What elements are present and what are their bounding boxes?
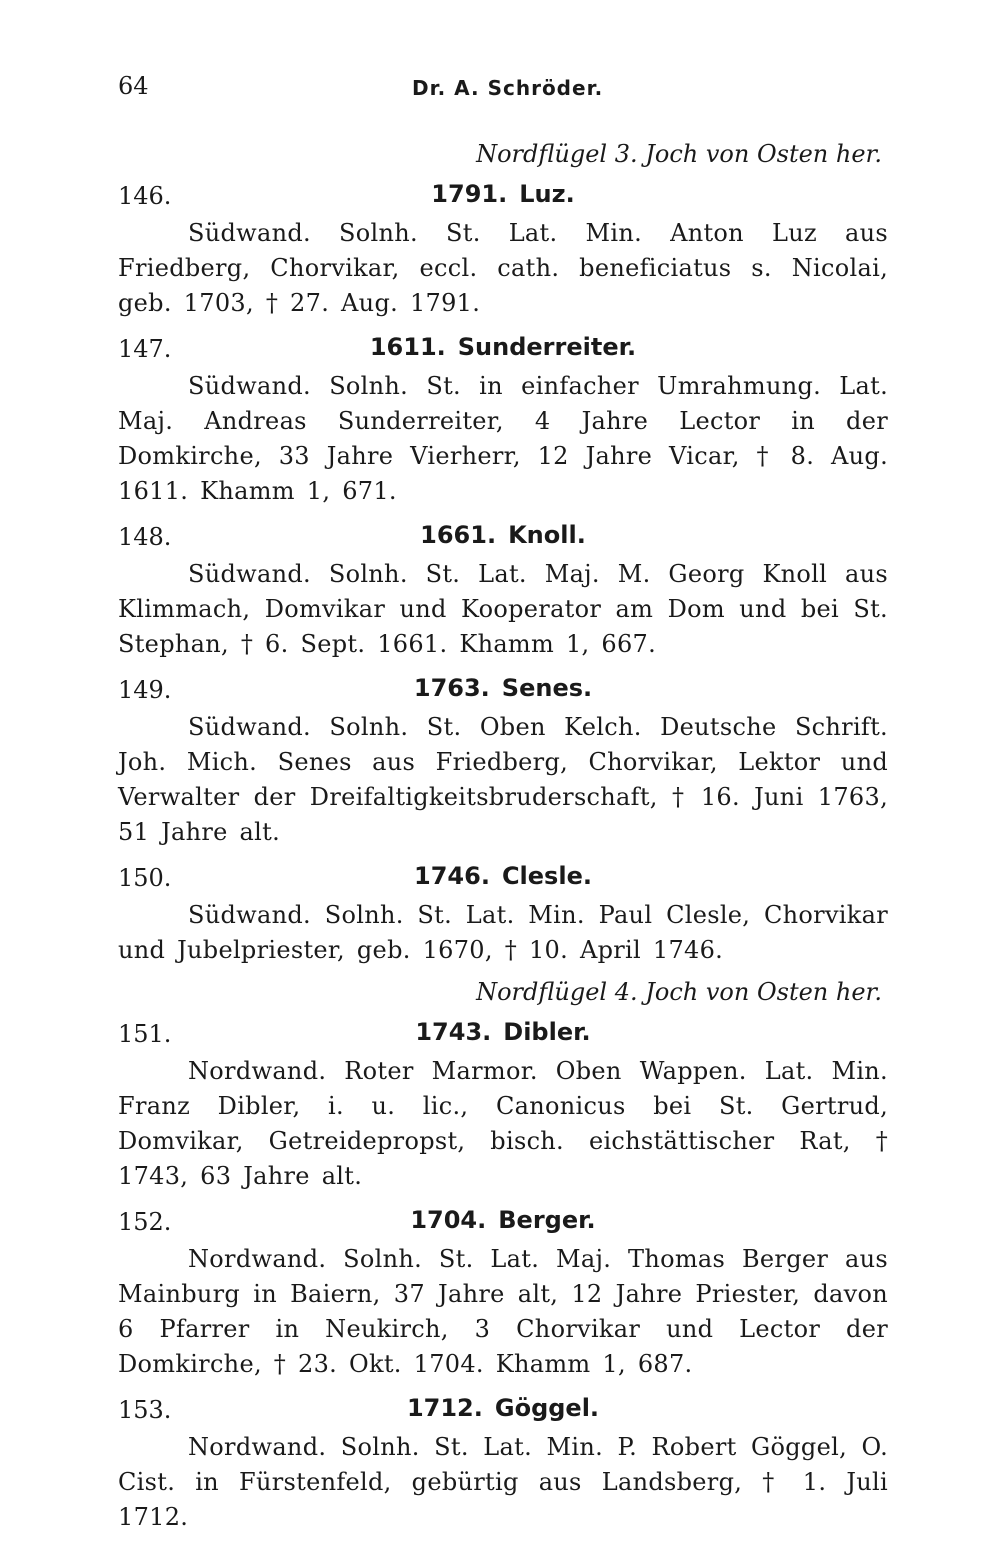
entry-text: Südwand. Solnh. St. Oben Kelch. Deutsche Schrift. Joh. Mich. Senes aus Friedberg, Chorvikar, Lektor und Verwalter der Dreifaltigkeitsbruderschaft, † 16. Juni 1763, 51 Jahre alt. xyxy=(118,713,888,846)
entry-year: 1661. xyxy=(420,521,497,549)
entry-year: 1763. xyxy=(413,674,490,702)
entry-head xyxy=(118,519,888,557)
entry-number: 152. xyxy=(118,1208,172,1236)
entry-149 xyxy=(118,672,888,850)
entry-148 xyxy=(118,519,888,662)
entry-name: Göggel. xyxy=(494,1394,600,1422)
entry-title xyxy=(118,521,888,549)
entry-year: 1746. xyxy=(414,862,490,890)
entry-title xyxy=(118,1206,888,1234)
entry-152 xyxy=(118,1204,888,1382)
entry-number: 146. xyxy=(118,182,172,210)
entry-head xyxy=(118,1204,888,1242)
entry-name: Dibler. xyxy=(503,1018,591,1046)
entry-year: 1743. xyxy=(415,1018,492,1046)
section-heading: Nordflügel 3. Joch von Osten her. xyxy=(476,140,882,168)
entry-text: Nordwand. Solnh. St. Lat. Min. P. Robert Göggel, O. Cist. in Fürstenfeld, gebürtig aus Landsberg, † 1. Juli 1712. xyxy=(118,1433,888,1531)
entry-title xyxy=(118,333,888,361)
entry-name: Sunderreiter. xyxy=(457,333,637,361)
entry-head xyxy=(118,331,888,369)
entry-year: 1712. xyxy=(406,1394,483,1422)
entry-147 xyxy=(118,331,888,509)
entry-146 xyxy=(118,178,888,321)
entry-year: 1611. xyxy=(369,333,446,361)
section-nordfluegel-3 xyxy=(118,140,888,968)
entry-text: Nordwand. Roter Marmor. Oben Wappen. Lat. Min. Franz Dibler, i. u. lic., Canonicus bei St. Gertrud, Domvikar, Getreidepropst, bisch. eichstättischer Rat, † 1743, 63 Jahre alt. xyxy=(118,1057,888,1190)
entry-text: Südwand. Solnh. St. Lat. Min. Paul Clesle, Chorvikar und Jubelpriester, geb. 1670, † 10. April 1746. xyxy=(118,901,888,964)
entry-text: Südwand. Solnh. St. Lat. Maj. M. Georg Knoll aus Klimmach, Domvikar und Kooperator am Dom und bei St. Stephan, † 6. Sept. 1661. Khamm 1, 667. xyxy=(118,560,888,658)
entry-name: Knoll. xyxy=(508,521,586,549)
entry-name: Luz. xyxy=(519,180,575,208)
entry-number: 150. xyxy=(118,864,172,892)
entry-title xyxy=(118,862,888,890)
page-content xyxy=(118,130,888,1545)
entry-text: Südwand. Solnh. St. in einfacher Umrahmung. Lat. Maj. Andreas Sunderreiter, 4 Jahre Lector in der Domkirche, 33 Jahre Vierherr, 12 Jahre Vicar, † 8. Aug. 1611. Khamm 1, 671. xyxy=(118,372,888,505)
entry-151 xyxy=(118,1016,888,1194)
page-header-title: Dr. A. Schröder. xyxy=(412,76,604,100)
entry-number: 151. xyxy=(118,1020,172,1048)
entry-150 xyxy=(118,860,888,968)
entry-head xyxy=(118,1392,888,1430)
entry-number: 148. xyxy=(118,523,172,551)
page-number: 64 xyxy=(118,72,149,100)
entry-year: 1704. xyxy=(410,1206,487,1234)
entry-text: Nordwand. Solnh. St. Lat. Maj. Thomas Berger aus Mainburg in Baiern, 37 Jahre alt, 12 Jahre Priester, davon 6 Pfarrer in Neukirch, 3 Chorvikar und Lector der Domkirche, † 23. Okt. 1704. Khamm 1, 687. xyxy=(118,1245,888,1378)
section-nordfluegel-4 xyxy=(118,978,888,1535)
entry-name: Clesle. xyxy=(501,862,592,890)
entry-title xyxy=(118,1394,888,1422)
entry-head xyxy=(118,178,888,216)
entry-name: Senes. xyxy=(501,674,593,702)
entry-title xyxy=(118,1018,888,1046)
entry-head xyxy=(118,860,888,898)
entry-text: Südwand. Solnh. St. Lat. Min. Anton Luz aus Friedberg, Chorvikar, eccl. cath. beneficiatus s. Nicolai, geb. 1703, † 27. Aug. 1791. xyxy=(118,219,888,317)
entry-head xyxy=(118,1016,888,1054)
entry-title xyxy=(118,180,888,208)
section-heading: Nordflügel 4. Joch von Osten her. xyxy=(476,978,882,1006)
entry-number: 153. xyxy=(118,1396,172,1424)
entry-title xyxy=(118,674,888,702)
entry-head xyxy=(118,672,888,710)
running-head xyxy=(0,66,1000,106)
entry-number: 149. xyxy=(118,676,172,704)
entry-year: 1791. xyxy=(431,180,508,208)
entry-153 xyxy=(118,1392,888,1535)
entry-name: Berger. xyxy=(498,1206,596,1234)
entry-number: 147. xyxy=(118,335,172,363)
